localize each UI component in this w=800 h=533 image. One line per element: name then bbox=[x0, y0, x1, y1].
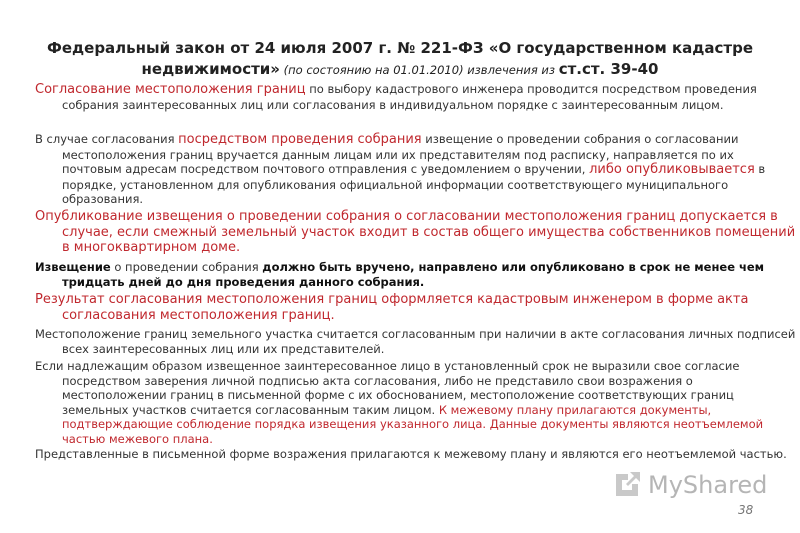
watermark bbox=[612, 470, 767, 500]
title-main-part: недвижимости» bbox=[141, 60, 280, 78]
page-title bbox=[40, 38, 760, 81]
paragraph-7 bbox=[35, 359, 797, 446]
p7-highlight: К межевому плану прилагаются документы, подтверждающие соблюдение порядка извещения указанного лица. Данные документы являются неотъемлемой частью межевого плана. bbox=[62, 402, 764, 446]
p7-text: Если надлежащим образом извещенное заинтересованное лицо в установленный срок не выразили свое согласие посредством заверения личной подписью акта согласования, либо не представило свои возражения о местоположении границ в письменной форме с их обоснованием, местоположение соответствующих границ земельных участков считается согласованным таким лицом. bbox=[35, 359, 740, 417]
watermark-text: MyShared bbox=[648, 471, 768, 499]
title-italic-part: (по состоянию на 01.01.2010) извлечения из bbox=[279, 63, 559, 77]
paragraph-2 bbox=[35, 132, 797, 207]
p1-highlight: Согласование местоположения границ bbox=[35, 82, 306, 97]
p2-text-a: В случае согласования bbox=[35, 132, 179, 146]
paragraph-5: Результат согласования местоположения границ оформляется кадастровым инженером в форме акта согласования местоположения границ. bbox=[35, 292, 749, 323]
p2-highlight-2: либо опубликовывается bbox=[589, 162, 755, 177]
p2-text-c: в порядке, установленном для опубликования официальной информации соответствующего муниципального образования. bbox=[62, 162, 766, 206]
p2-highlight-1: посредством проведения собрания bbox=[178, 132, 422, 147]
title-line-2 bbox=[40, 59, 760, 81]
page-number: 38 bbox=[738, 503, 754, 517]
myshared-logo-icon bbox=[612, 470, 642, 500]
p4-bold-2: должно быть вручено, направлено или опубликовано в срок не менее чем тридцать дней до дня проведения данного собрания. bbox=[62, 260, 765, 289]
p2-text-b: извещение о проведении собрания о согласовании местоположения границ вручается данным лицам или их представителям под расписку, направляется по их почтовым адресам посредством почтового отправления с уведомлением о вручении, bbox=[62, 132, 739, 176]
paragraph-3: Опубликование извещения о проведении собрания о согласовании местоположения границ допускается в случае, если смежный земельный участок входит в состав общего имущества собственников помещений в многоквартирном доме. bbox=[35, 209, 796, 255]
paragraph-1 bbox=[35, 82, 797, 112]
p4-text: о проведении собрания bbox=[110, 260, 263, 274]
p4-bold-1: Извещение bbox=[35, 260, 111, 274]
title-articles: ст.ст. 39-40 bbox=[558, 60, 659, 78]
paragraph-8: Представленные в письменной форме возражения прилагаются к межевому плану и являются его неотъемлемой частью. bbox=[35, 447, 787, 461]
paragraph-4 bbox=[35, 260, 797, 289]
title-line-1: Федеральный закон от 24 июля 2007 г. № 221-ФЗ «О государственном кадастре bbox=[46, 39, 754, 57]
paragraph-6: Местоположение границ земельного участка считается согласованным при наличии в акте согласования личных подписей всех заинтересованных лиц или их представителей. bbox=[35, 327, 796, 356]
p1-text: по выбору кадастрового инженера проводится посредством проведения собрания заинтересованных лиц или согласования в индивидуальном порядке с заинтересованным лицом. bbox=[62, 82, 757, 112]
